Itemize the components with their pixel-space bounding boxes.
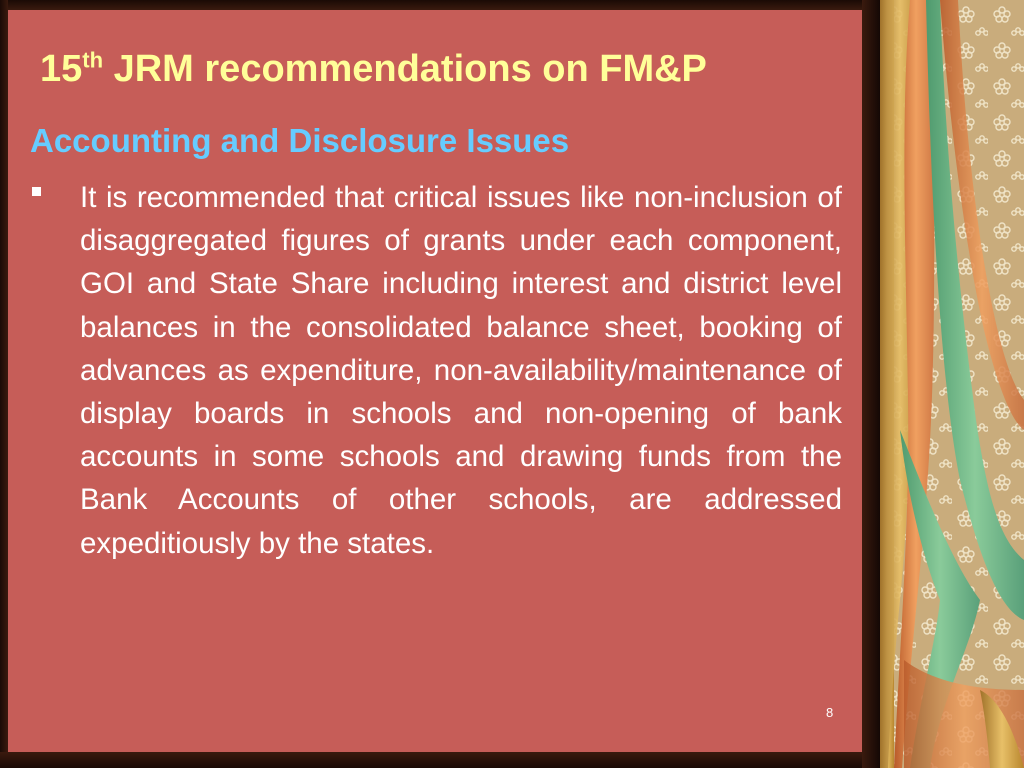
bullet-paragraph: It is recommended that critical issues like non-inclusion of disaggregated figures of grants under each component, GOI and State Share including interest and district level balances in the consolidated balance sheet, booking of advances as expenditure, non-availability/maintenance of display boards in schools and non-opening of bank accounts in some schools and drawing funds from the Bank Accounts of other schools, are addressed expeditiously by the states. <box>80 181 842 560</box>
title-text: JRM recommendations on FM&P <box>103 48 707 90</box>
slide-title <box>40 48 707 91</box>
page-number: 8 <box>826 705 834 720</box>
title-superscript: th <box>82 47 104 73</box>
frame-right-border <box>862 0 880 768</box>
frame-bottom-border <box>0 752 880 768</box>
frame-left-border <box>0 0 8 768</box>
title-number: 15 <box>40 48 83 90</box>
floral-drape-decoration <box>880 0 1024 768</box>
square-bullet-icon <box>32 187 41 196</box>
frame-top-border <box>0 0 880 10</box>
slide-subtitle: Accounting and Disclosure Issues <box>30 122 570 159</box>
